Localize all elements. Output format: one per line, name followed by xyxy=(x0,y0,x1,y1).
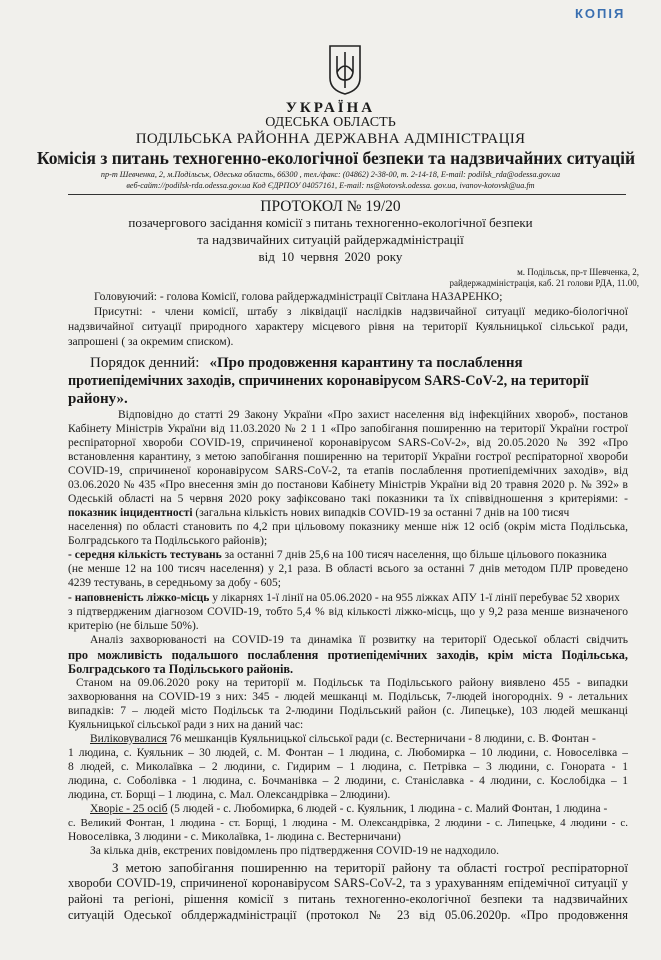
paragraph-line: встановлення карантину, з метою запобігання поширенню на території України гострої респіраторної хвороби xyxy=(68,451,628,463)
agenda-label: Порядок денний: xyxy=(90,355,200,371)
paragraph-line: з підтвердженим діагнозом COVID-19, тобто 5,4 % від кількості ліжко-місць, що у 9,2 раза менше визначеного xyxy=(68,606,628,618)
stats-line: захворювання на COVID-19 з них: 345 - людей мешканці м. Подільськ, 7-людей іногородніх. 9 - летальних xyxy=(68,691,628,703)
indicator-testing-label: - середня кількість тестувань xyxy=(68,549,222,561)
stats-line: випадків: 7 – людей місто Подільськ та 2-людини Подільський район (с. Липецьке), 103 людей мешканці xyxy=(68,705,628,717)
chairperson-line: Головуючий: - голова Комісії, голова райдержадміністрації Світлана НАЗАРЕНКО; xyxy=(94,291,503,303)
sick-label: Хворіє - 25 осіб xyxy=(90,803,168,815)
meeting-place-line2: райдержадміністрація, каб. 21 голови РДА, 11.00, xyxy=(449,278,639,288)
paragraph-line: Болградського та Подільського районів); xyxy=(68,535,268,547)
protocol-date: від 10 червня 2020 року xyxy=(258,249,403,264)
paragraph-line: критерію (не більше 50%). xyxy=(68,620,199,632)
header-commission: Комісія з питань техногенно-екологічної безпеки та надзвичайних ситуацій xyxy=(36,148,636,168)
recovered-label: Виліковувалися xyxy=(90,733,168,745)
decision-line: хвороби COVID-19, спричиненої коронавірусом SARS-CoV-2, та з урахуванням епідемічної ситуації у xyxy=(68,876,628,890)
indicator-incidence-line xyxy=(68,507,628,519)
paragraph-line: Одеській області на 5 червня 2020 року зафіксовано такі показники та їх співвідношення з критеріями: - xyxy=(68,493,628,505)
agenda-line1 xyxy=(68,354,628,372)
recovered-list-line: 8 людей, с. Миколаївка – 2 людини, с. Гидирим – 1 людина, с. Петрівка – 3 людини, с. Гонората - 1 xyxy=(68,761,628,773)
stats-line: Станом на 09.06.2020 року на території м. Подільськ та Подільського району виявлено 455 - випадки xyxy=(76,677,628,689)
agenda-line2: протиепідемічних заходів, спричинених коронавірусом SARS-CoV-2, на території xyxy=(68,373,589,389)
header-contacts-line2: веб-сайт://podilsk-rda.odessa.gov.ua Код ЄДРПОУ 04057161, E-mail: ns@kotovsk.odessa. gov.ua, ivanov-kotovsk@ua.fm xyxy=(126,181,535,190)
protocol-subtitle-line2: та надзвичайних ситуацій райдержадміністрації xyxy=(197,232,464,247)
indicator-incidence-label: показник інцидентності xyxy=(68,507,193,519)
recovered-list-line: людина, с. Соболівка - 1 людина, с. Бочманівка – 2 людини, с. Станіславка - 4 людини, с. Кослобідка – 1 xyxy=(68,775,628,787)
attendees-line3: запрошені ( за окремим списком). xyxy=(68,336,234,348)
indicator-beds-line xyxy=(68,592,628,604)
recovered-list-line: людина, ст. Борщі – 1 людина, с. Мал. Олександрівка – 2людини). xyxy=(68,789,391,801)
attendees-line1: Присутні: - члени комісії, штабу з ліквідації наслідків надзвичайної ситуації медико-біологічної xyxy=(94,306,628,318)
header-region: ОДЕСЬКА ОБЛАСТЬ xyxy=(265,115,396,130)
sick-list-line: Новоселівка, 3 людини - с. Миколаївка, 1- людина с. Вестерничани) xyxy=(68,831,401,843)
attendees-line2: надзвичайної ситуації природного характеру місцевого рівня на території Куяльницької сільської ради, xyxy=(68,321,628,333)
analysis-conclusion-line2: Болградського та Подільського районів. xyxy=(68,662,294,676)
indicator-testing-text: за останні 7 днів 25,6 на 100 тисяч населення, що більше цільового показника xyxy=(221,549,607,561)
paragraph-line: Кабінету Міністрів України від 11.03.2020 № 2 1 1 «Про запобігання поширенню на території України гострої xyxy=(68,423,628,435)
decision-line: З метою запобігання поширенню на території району та області гострої респіраторної xyxy=(112,860,628,875)
recovered-line xyxy=(90,733,628,745)
paragraph-line: (не менше 12 на 100 тисяч населення) у 2,1 раза. В області всього за останні 7 днів методом ПЛР проведено xyxy=(68,563,628,575)
indicator-incidence-text: (загальна кількість нових випадків COVID-19 за останні 7 днів на 100 тисяч xyxy=(192,507,570,519)
paragraph-line: Відповідно до статті 29 Закону України «Про захист населення від інфекційних хвороб», постанов xyxy=(118,409,628,421)
sick-list-line: с. Великий Фонтан, 1 людина - ст. Борщі, 1 людина - М. Олександрівка, 2 людини - с. Липецьке, 4 людини - с. xyxy=(68,817,628,829)
indicator-testing-line xyxy=(68,549,628,561)
copy-stamp: КОПІЯ xyxy=(575,6,626,21)
recovered-text: 76 мешканців Куяльницької сільської ради (с. Вестерничани - 8 людини, с. В. Фонтан - xyxy=(167,733,596,745)
analysis-conclusion-line1: про можливість подальшого послаблення протиепідемічних заходів, крім міста Подільська, xyxy=(68,648,628,662)
paragraph-line: респіраторної хвороби COVID-19, спричиненої коронавірусом SARS-CoV-2», від 20.05.2020 № 392 «Про xyxy=(68,437,628,449)
sick-line xyxy=(90,803,628,815)
stats-line: Куяльницької сільської ради з них на даний час: xyxy=(68,719,304,731)
header-administration: ПОДІЛЬСЬКА РАЙОННА ДЕРЖАВНА АДМІНІСТРАЦІЯ xyxy=(135,131,526,147)
decision-line: ситуацій Одеської облдержадміністрації (протокол № 23 від 05.06.2020р. «Про продовження xyxy=(68,908,628,922)
protocol-title: ПРОТОКОЛ № 19/20 xyxy=(260,198,401,215)
paragraph-line: COVID-19, спричиненої коронавірусом SARS-CoV-2, та етапів послаблення протиепідемічних заходів», від xyxy=(68,465,628,477)
protocol-subtitle-line1: позачергового засідання комісії з питань техногенно-екологічної безпеки xyxy=(128,215,533,230)
analysis-line: Аналіз захворюваності на COVID-19 та динаміка її розвитку на території Одеської області свідчить xyxy=(90,634,628,646)
coat-of-arms-icon xyxy=(328,44,362,96)
indicator-beds-text: у лікарнях 1-ї лінії на 05.06.2020 - на 955 ліжках АПУ 1-ї лінії перебуває 52 хворих xyxy=(209,592,620,604)
sick-text: (5 людей - с. Любомирка, 6 людей - с. Куяльник, 1 людина - с. Малий Фонтан, 1 людина - xyxy=(167,803,608,815)
header-contacts-line1: пр-т Шевченка, 2, м.Подільськ, Одеська область, 66300 , тел./факс: (04862) 2-38-00, т. 2-14-18, E-mail: podilsk_rda@odessa.gov.ua xyxy=(100,170,561,179)
paragraph-line: населення) по області становить по 4,2 при цільовому показнику менше ніж 12 осіб (окрім міста Подільська, xyxy=(68,521,628,533)
header-country: УКРАЇНА xyxy=(285,100,376,116)
header-divider xyxy=(68,194,626,195)
agenda-title-part1: «Про продовження карантину та послаблення xyxy=(209,355,523,371)
meeting-place-line1: м. Подільськ, пр-т Шевченка, 2, xyxy=(517,267,639,277)
paragraph-line: 03.06.2020 № 435 «Про внесення змін до постанови Кабінету Міністрів України від 20 травня 2020 р. № 392» в xyxy=(68,479,628,491)
decision-line: районі та регіоні, рішення комісії з питань техногенно-екологічної безпеки та надзвичайних xyxy=(68,892,628,906)
indicator-beds-label: - наповненість ліжко-місць xyxy=(68,592,210,604)
agenda-line3: району». xyxy=(68,391,128,407)
paragraph-line: 4239 тестувань, в середньому за добу - 605; xyxy=(68,577,281,589)
recovered-list-line: 1 людина, с. Куяльник – 30 людей, с. М. Фонтан – 1 людина, с. Любомирка – 10 людини, с. Новоселівка – xyxy=(68,747,628,759)
no-new-cases-line: За кілька днів, екстрених повідомлень про підтвердження COVID-19 не надходило. xyxy=(90,845,500,857)
